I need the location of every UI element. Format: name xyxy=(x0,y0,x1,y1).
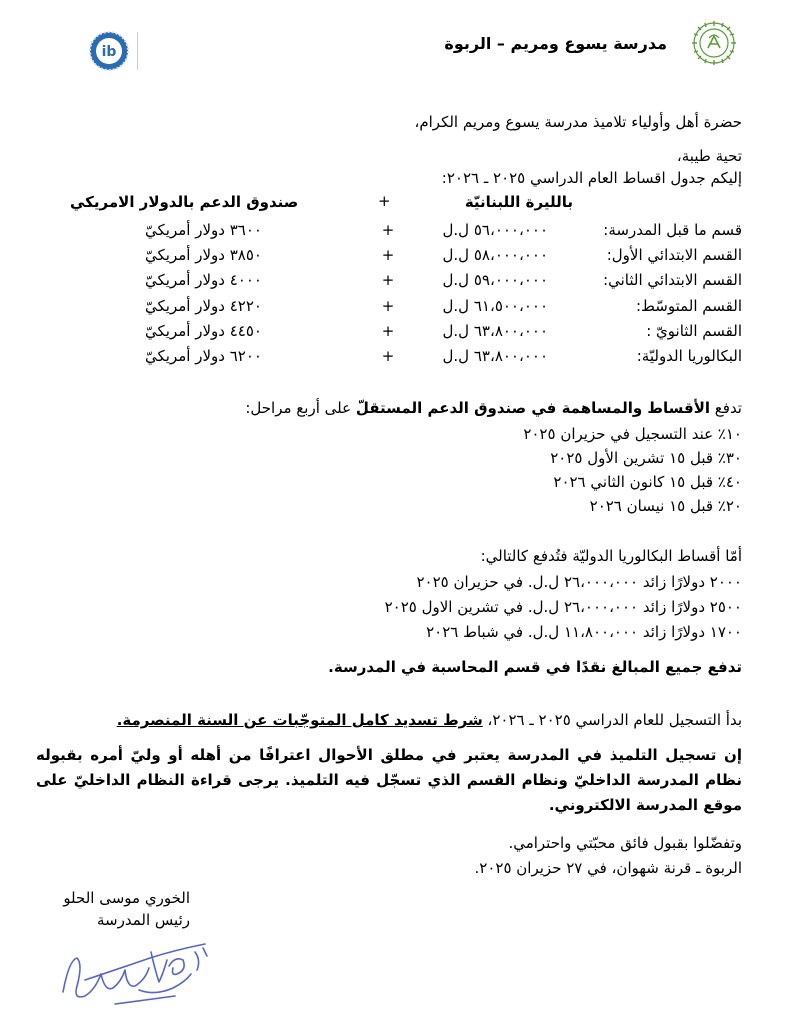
fee-row-plus: + xyxy=(381,347,395,365)
payment-stages-intro xyxy=(245,398,742,418)
payment-stages-intro-bold: الأقساط والمساهمة في صندوق الدعم المستقلّ xyxy=(355,399,711,417)
fee-row-lbp: ٦٣،٨٠٠،٠٠٠ ل.ل xyxy=(442,347,548,365)
registration-prefix: بدأ التسجيل للعام الدراسي ٢٠٢٥ ـ ٢٠٢٦، xyxy=(482,711,742,729)
regards: تحية طيبة، xyxy=(676,147,742,165)
payment-stage-item: ١٠٪ عند التسجيل في حزيران ٢٠٢٥ xyxy=(523,425,742,443)
payment-stage-item: ٢٠٪ قبل ١٥ نيسان ٢٠٢٦ xyxy=(589,497,742,515)
fee-row-lbp: ٦١،٥٠٠،٠٠٠ ل.ل xyxy=(442,297,548,315)
fee-table-header-usd: صندوق الدعم بالدولار الامريكي xyxy=(70,193,299,211)
payment-stages-intro-prefix: تدفع xyxy=(710,399,742,417)
signatory-name: الخوري موسى الحلو xyxy=(63,889,190,907)
fee-row-plus: + xyxy=(381,271,395,289)
closing-line: وتفضّلوا بقبول فائق محبّتي واحترامي. xyxy=(508,834,742,852)
fee-row-lbp: ٥٨،٠٠٠،٠٠٠ ل.ل xyxy=(442,246,548,264)
fee-row-plus: + xyxy=(381,322,395,340)
payment-stage-item: ٤٠٪ قبل ١٥ كانون الثاني ٢٠٢٦ xyxy=(553,473,742,491)
fee-row-lbp: ٥٩،٠٠٠،٠٠٠ ل.ل xyxy=(442,271,548,289)
ib-payments-intro: أمّا أقساط البكالوريا الدوليّة فتُدفع كالتالي: xyxy=(480,547,742,565)
fee-row-lbp: ٦٣،٨٠٠،٠٠٠ ل.ل xyxy=(442,322,548,340)
fee-table-header-plus: + xyxy=(378,192,391,210)
payment-stage-item: ٣٠٪ قبل ١٥ تشرين الأول ٢٠٢٥ xyxy=(550,449,742,467)
fee-row-usd: ٤٢٢٠ دولار أمريكيّ xyxy=(145,297,262,315)
fee-row-class: القسم الابتدائي الأول: xyxy=(606,246,742,264)
registration-condition: شرط تسديد كامل المتوجّبات عن السنة المنصرمة. xyxy=(116,711,483,729)
ib-payment-item: ٢٥٠٠ دولارًا زائد ٢٦،٠٠٠،٠٠٠ ل.ل. في تشرين الاول ٢٠٢٥ xyxy=(384,598,742,616)
rules-paragraph: إن تسجيل التلميذ في المدرسة يعتبر في مطلق الأحوال اعترافًا من أهله أو وليّ أمره بقبوله نظام المدرسة الداخليّ ونظام القسم الذي تسجّل فيه التلميذ. يرجى قراءة النظام الداخليّ على موقع المدرسة الالكتروني. xyxy=(36,746,742,814)
school-name: مدرسة يسوع ومريم – الربوة xyxy=(444,34,667,53)
fee-row-class: القسم الابتدائي الثاني: xyxy=(603,271,742,289)
fee-row-plus: + xyxy=(381,221,395,239)
fee-row-class: البكالوريا الدوليّة: xyxy=(636,347,742,365)
ib-logo-text: ib xyxy=(101,44,117,60)
fee-table-header-lbp: بالليرة اللبنانيّة xyxy=(464,193,573,211)
fee-row-plus: + xyxy=(381,246,395,264)
fee-row-usd: ٤٤٥٠ دولار أمريكيّ xyxy=(145,322,262,340)
fee-row-usd: ٦٢٠٠ دولار أمريكيّ xyxy=(145,347,262,365)
fee-intro: إليكم جدول اقساط العام الدراسي ٢٠٢٥ ـ ٢٠٢٦: xyxy=(441,169,742,187)
header-divider xyxy=(137,32,138,70)
ib-logo xyxy=(88,30,130,72)
signatory-title: رئيس المدرسة xyxy=(97,911,190,929)
salutation: حضرة أهل وأولياء تلاميذ مدرسة يسوع ومريم الكرام، xyxy=(414,113,742,131)
fee-row-usd: ٣٦٠٠ دولار أمريكيّ xyxy=(145,221,262,239)
payment-stages-intro-suffix: على أربع مراحل: xyxy=(245,399,356,417)
fee-row-usd: ٣٨٥٠ دولار أمريكيّ xyxy=(145,246,262,264)
fee-row-class: القسم المتوسّط: xyxy=(635,297,742,315)
ib-payment-item: ٢٠٠٠ دولارًا زائد ٢٦،٠٠٠،٠٠٠ ل.ل. في حزيران ٢٠٢٥ xyxy=(416,573,742,591)
fee-row-plus: + xyxy=(381,297,395,315)
handwritten-signature xyxy=(55,930,225,1025)
registration-notice xyxy=(117,710,742,730)
place-date-line: الربوة ـ قرنة شهوان، في ٢٧ حزيران ٢٠٢٥. xyxy=(474,859,742,877)
fee-row-lbp: ٥٦،٠٠٠،٠٠٠ ل.ل xyxy=(442,221,548,239)
ib-payment-item: ١٧٠٠ دولارًا زائد ١١،٨٠٠،٠٠٠ ل.ل. في شباط ٢٠٢٦ xyxy=(426,623,742,641)
school-emblem-logo xyxy=(691,20,737,66)
fee-row-class: قسم ما قبل المدرسة: xyxy=(603,221,742,239)
cash-payment-notice: تدفع جميع المبالغ نقدًا في قسم المحاسبة في المدرسة. xyxy=(328,658,742,676)
fee-row-class: القسم الثانويّ : xyxy=(646,322,742,340)
fee-row-usd: ٤٠٠٠ دولار أمريكيّ xyxy=(145,271,262,289)
